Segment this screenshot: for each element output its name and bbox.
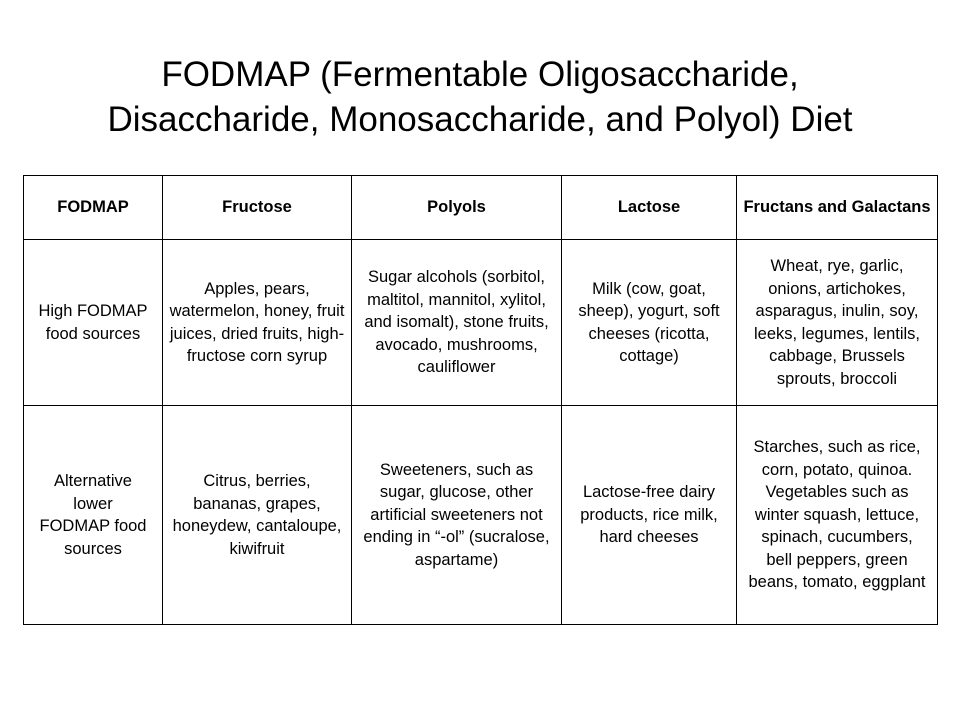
fodmap-table [23,175,938,625]
table-row-alternative [24,406,938,625]
title-line-1: FODMAP (Fermentable Oligosaccharide, [161,55,799,94]
table-header-row [24,176,938,240]
row-label-high: High FODMAP food sources [24,240,163,406]
alt-lactose-cell: Lactose-free dairy products, rice milk, hard cheeses [562,406,737,625]
high-fructans-cell: Wheat, rye, garlic, onions, artichokes, asparagus, inulin, soy, leeks, legumes, lentils, cabbage, Brussels sprouts, broccoli [737,240,938,406]
header-fructose: Fructose [163,176,352,240]
header-fructans-galactans: Fructans and Galactans [737,176,938,240]
high-fructose-cell: Apples, pears, watermelon, honey, fruit juices, dried fruits, high-fructose corn syrup [163,240,352,406]
row-label-alternative: Alternative lower FODMAP food sources [24,406,163,625]
alt-fructose-cell: Citrus, berries, bananas, grapes, honeydew, cantaloupe, kiwifruit [163,406,352,625]
high-polyols-cell: Sugar alcohols (sorbitol, maltitol, mannitol, xylitol, and isomalt), stone fruits, avocado, mushrooms, cauliflower [352,240,562,406]
header-fodmap: FODMAP [24,176,163,240]
title-line-2: Disaccharide, Monosaccharide, and Polyol) Diet [107,100,853,139]
high-lactose-cell: Milk (cow, goat, sheep), yogurt, soft cheeses (ricotta, cottage) [562,240,737,406]
header-polyols: Polyols [352,176,562,240]
alt-fructans-cell: Starches, such as rice, corn, potato, quinoa. Vegetables such as winter squash, lettuce, spinach, cucumbers, bell peppers, green beans, tomato, eggplant [737,406,938,625]
header-lactose: Lactose [562,176,737,240]
slide-title [0,52,960,142]
alt-polyols-cell: Sweeteners, such as sugar, glucose, other artificial sweeteners not ending in “-ol” (sucralose, aspartame) [352,406,562,625]
table-row-high-fodmap [24,240,938,406]
